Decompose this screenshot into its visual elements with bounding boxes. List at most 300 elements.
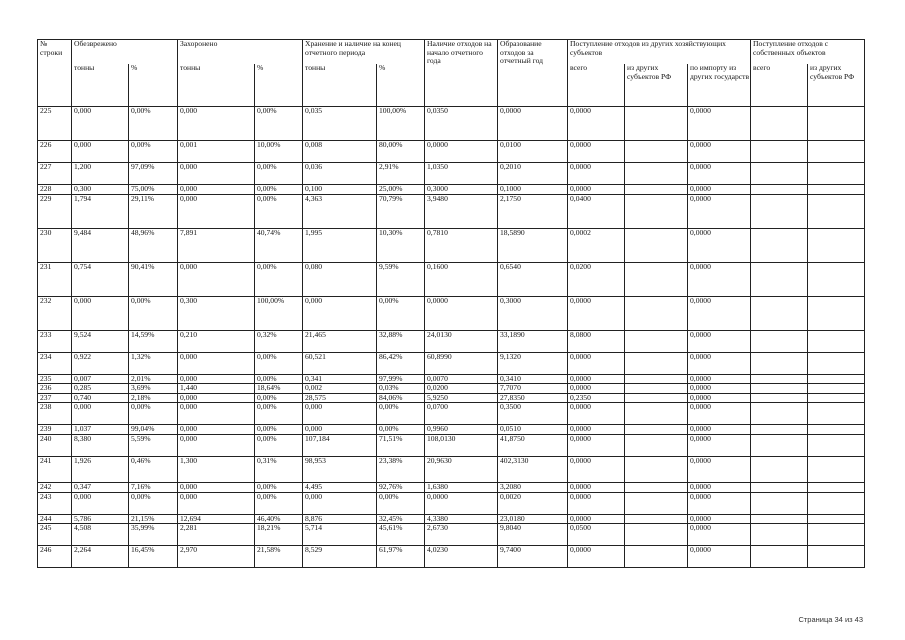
table-row [38,374,865,384]
table-cell [625,296,688,330]
table-cell: 402,3130 [498,456,568,482]
table-cell: 108,0130 [425,434,498,456]
table-row [38,434,865,456]
table-row [38,185,865,195]
table-cell: 0,0100 [498,141,568,163]
table-cell: 0,00% [255,393,303,403]
table-row [38,330,865,352]
table-cell [808,434,865,456]
table-cell [751,374,808,384]
table-cell: 0,210 [178,330,255,352]
table-cell [751,434,808,456]
table-cell: 100,00% [255,296,303,330]
table-cell: 0,000 [178,107,255,141]
row-number-cell: 236 [38,384,72,394]
table-cell: 32,45% [377,514,425,524]
table-cell: 2,281 [178,524,255,546]
table-cell: 0,000 [178,403,255,425]
table-cell: 0,0000 [568,434,625,456]
table-cell: 0,0000 [688,514,751,524]
table-cell: 4,3380 [425,514,498,524]
table-cell: 9,484 [72,228,129,262]
table-cell: 5,786 [72,514,129,524]
table-cell: 0,00% [255,482,303,492]
table-cell: 0,007 [72,374,129,384]
table-cell [751,163,808,185]
table-cell: 20,9630 [425,456,498,482]
table-cell: 0,002 [303,384,377,394]
table-cell: 4,0230 [425,546,498,568]
table-cell: 48,96% [129,228,178,262]
table-row [38,352,865,374]
table-cell [808,524,865,546]
table-cell: 9,524 [72,330,129,352]
table-cell: 0,1000 [498,185,568,195]
table-cell: 2,264 [72,546,129,568]
table-cell: 0,0000 [568,514,625,524]
table-cell [625,456,688,482]
table-cell: 92,76% [377,482,425,492]
table-cell: 0,2010 [498,163,568,185]
table-cell: 2,01% [129,374,178,384]
table-cell: 0,3000 [498,296,568,330]
table-cell: 0,0000 [425,492,498,514]
table-cell: 2,18% [129,393,178,403]
table-cell: 0,0000 [568,185,625,195]
table-cell [625,352,688,374]
table-cell: 0,000 [303,492,377,514]
header-own-total: всего [751,64,808,107]
table-cell: 0,0000 [688,374,751,384]
table-cell [808,393,865,403]
row-number-cell: 241 [38,456,72,482]
table-cell: 0,0200 [425,384,498,394]
table-cell [751,524,808,546]
table-cell [808,425,865,435]
table-cell: 0,0000 [688,524,751,546]
table-cell [751,141,808,163]
table-cell: 4,363 [303,194,377,228]
table-cell: 0,0000 [498,107,568,141]
table-cell [625,107,688,141]
table-cell [625,262,688,296]
table-cell [808,374,865,384]
header-neutralized: Обезврежено [72,40,178,65]
table-cell: 0,347 [72,482,129,492]
table-cell: 5,714 [303,524,377,546]
table-cell: 70,79% [377,194,425,228]
table-cell [751,352,808,374]
table-cell [751,330,808,352]
table-cell: 9,1320 [498,352,568,374]
table-cell [808,546,865,568]
table-cell: 0,100 [303,185,377,195]
table-cell: 0,00% [255,434,303,456]
table-cell: 0,00% [377,403,425,425]
table-cell: 41,8750 [498,434,568,456]
table-cell: 9,8040 [498,524,568,546]
table-cell: 0,300 [72,185,129,195]
table-cell [625,141,688,163]
table-cell: 2,970 [178,546,255,568]
table-cell: 0,00% [129,141,178,163]
table-cell [625,425,688,435]
table-cell: 0,0000 [688,546,751,568]
table-body [38,107,865,568]
table-cell: 1,926 [72,456,129,482]
table-cell: 0,0000 [688,393,751,403]
header-row-number: № строки [38,40,72,107]
table-cell: 0,000 [178,352,255,374]
table-cell: 0,00% [255,262,303,296]
table-cell: 0,0000 [688,492,751,514]
table-cell: 0,0000 [568,482,625,492]
table-cell: 0,2350 [568,393,625,403]
table-cell: 9,59% [377,262,425,296]
table-cell [625,403,688,425]
row-number-cell: 244 [38,514,72,524]
table-row [38,107,865,141]
table-cell: 5,9250 [425,393,498,403]
table-cell: 8,876 [303,514,377,524]
table-cell: 0,00% [255,425,303,435]
table-cell: 0,0000 [568,296,625,330]
table-cell: 0,0000 [688,163,751,185]
table-cell: 0,0000 [688,185,751,195]
table-cell: 1,32% [129,352,178,374]
table-cell: 0,0000 [688,434,751,456]
table-cell [808,456,865,482]
header-start-balance: Наличие отходов на начало отчетного года [425,40,498,107]
table-cell [808,384,865,394]
header-received-other: Поступление отходов из других хозяйствующих субъектов [568,40,751,65]
table-cell: 98,953 [303,456,377,482]
row-number-cell: 237 [38,393,72,403]
table-cell: 0,0000 [688,296,751,330]
table-cell: 2,1750 [498,194,568,228]
table-cell [808,107,865,141]
waste-report-table [37,39,865,568]
table-cell [808,482,865,492]
table-cell: 0,341 [303,374,377,384]
table-cell [808,163,865,185]
table-cell: 0,000 [72,403,129,425]
table-cell: 75,00% [129,185,178,195]
table-cell [808,514,865,524]
table-cell: 7,7070 [498,384,568,394]
table-cell: 23,38% [377,456,425,482]
header-received-total: всего [568,64,625,107]
table-cell: 8,0800 [568,330,625,352]
header-storage-percent: % [377,64,425,107]
table-cell: 0,0000 [688,262,751,296]
row-number-cell: 235 [38,374,72,384]
table-cell: 0,000 [178,262,255,296]
table-cell: 0,000 [178,194,255,228]
table-cell: 46,40% [255,514,303,524]
table-cell: 1,995 [303,228,377,262]
table-cell: 0,0510 [498,425,568,435]
table-cell [751,546,808,568]
table-cell: 0,000 [72,296,129,330]
table-cell: 0,00% [255,185,303,195]
table-cell: 0,0000 [568,546,625,568]
header-neutralized-tonnes: тонны [72,64,129,107]
table-cell: 0,00% [377,425,425,435]
table-cell: 0,0002 [568,228,625,262]
table-cell: 0,1600 [425,262,498,296]
table-row [38,141,865,163]
row-number-cell: 239 [38,425,72,435]
table-cell: 0,00% [255,107,303,141]
row-number-cell: 238 [38,403,72,425]
table-cell: 14,59% [129,330,178,352]
table-cell: 0,00% [255,374,303,384]
header-received-own: Поступление отходов с собственных объектов [751,40,865,65]
table-cell [751,403,808,425]
table-cell: 0,3000 [425,185,498,195]
table-cell: 3,2080 [498,482,568,492]
table-cell: 18,21% [255,524,303,546]
table-cell: 7,891 [178,228,255,262]
table-cell: 0,000 [178,185,255,195]
table-cell [808,330,865,352]
table-row [38,194,865,228]
table-cell: 21,465 [303,330,377,352]
table-cell: 0,00% [255,194,303,228]
table-cell: 0,0000 [688,384,751,394]
table-cell: 18,64% [255,384,303,394]
table-cell: 1,200 [72,163,129,185]
table-cell [751,482,808,492]
table-cell: 0,0070 [425,374,498,384]
header-own-from-subjects: из других субъектов РФ [808,64,865,107]
table-cell [751,514,808,524]
table-cell: 0,00% [377,492,425,514]
table-cell: 0,0200 [568,262,625,296]
table-cell: 21,58% [255,546,303,568]
row-number-cell: 232 [38,296,72,330]
table-cell: 1,440 [178,384,255,394]
table-cell: 0,9960 [425,425,498,435]
table-cell [808,194,865,228]
table-cell [808,185,865,195]
table-row [38,546,865,568]
table-cell: 0,0000 [688,425,751,435]
row-number-cell: 231 [38,262,72,296]
table-cell: 0,00% [255,352,303,374]
table-cell: 0,00% [377,296,425,330]
row-number-cell: 243 [38,492,72,514]
table-row [38,296,865,330]
table-cell: 18,5890 [498,228,568,262]
table-cell [751,107,808,141]
header-storage: Хранение и наличие на конец отчетного периода [303,40,425,65]
row-number-cell: 229 [38,194,72,228]
table-cell: 0,0020 [498,492,568,514]
table-cell: 0,3410 [498,374,568,384]
table-cell: 0,0000 [568,141,625,163]
table-cell: 0,0000 [568,384,625,394]
table-cell: 1,300 [178,456,255,482]
table-cell: 0,0700 [425,403,498,425]
table-cell: 0,00% [129,403,178,425]
table-cell: 24,0130 [425,330,498,352]
table-cell: 1,6380 [425,482,498,492]
table-cell: 9,7400 [498,546,568,568]
table-cell: 25,00% [377,185,425,195]
table-cell [625,374,688,384]
table-cell: 28,575 [303,393,377,403]
table-cell: 23,0180 [498,514,568,524]
table-cell: 0,000 [178,492,255,514]
table-cell: 97,99% [377,374,425,384]
table-cell: 4,508 [72,524,129,546]
table-cell: 35,99% [129,524,178,546]
table-cell: 0,0000 [688,141,751,163]
table-cell: 0,00% [129,492,178,514]
table-cell: 3,9480 [425,194,498,228]
table-cell: 100,00% [377,107,425,141]
table-cell [625,514,688,524]
table-cell: 0,000 [178,393,255,403]
table-cell: 0,0000 [688,330,751,352]
table-cell: 0,6540 [498,262,568,296]
table-cell: 0,000 [178,163,255,185]
table-cell: 29,11% [129,194,178,228]
table-cell: 2,91% [377,163,425,185]
table-cell: 5,59% [129,434,178,456]
header-buried-percent: % [255,64,303,107]
table-cell [625,482,688,492]
table-cell: 90,41% [129,262,178,296]
table-cell: 0,0000 [688,107,751,141]
table-cell: 0,0000 [425,141,498,163]
table-cell: 0,000 [178,425,255,435]
table-cell: 60,8990 [425,352,498,374]
table-cell: 0,754 [72,262,129,296]
header-neutralized-percent: % [129,64,178,107]
table-cell: 0,0000 [568,107,625,141]
table-cell: 0,000 [72,492,129,514]
table-cell: 0,0400 [568,194,625,228]
table-cell: 0,7810 [425,228,498,262]
table-cell [751,262,808,296]
table-cell: 61,97% [377,546,425,568]
table-cell: 0,00% [129,107,178,141]
table-cell [625,194,688,228]
table-row [38,393,865,403]
table-cell [625,492,688,514]
table-cell [808,352,865,374]
table-row [38,228,865,262]
row-number-cell: 230 [38,228,72,262]
table-cell: 0,000 [303,403,377,425]
table-cell: 0,001 [178,141,255,163]
table-cell: 0,000 [303,296,377,330]
table-cell [751,296,808,330]
table-cell: 1,0350 [425,163,498,185]
table-cell: 0,000 [178,434,255,456]
table-cell: 0,080 [303,262,377,296]
table-cell: 0,0000 [568,374,625,384]
table-cell [751,492,808,514]
table-cell: 0,000 [72,141,129,163]
table-cell: 1,794 [72,194,129,228]
table-cell: 0,0000 [688,228,751,262]
table-cell [751,393,808,403]
page-number: Страница 34 из 43 [798,615,863,624]
table-cell: 0,0000 [688,482,751,492]
table-cell: 32,88% [377,330,425,352]
table-cell: 40,74% [255,228,303,262]
table-cell: 0,0000 [688,352,751,374]
table-cell [751,384,808,394]
table-row [38,456,865,482]
table-cell: 12,694 [178,514,255,524]
table-row [38,524,865,546]
table-cell: 107,184 [303,434,377,456]
table-cell: 0,008 [303,141,377,163]
table-cell: 0,0000 [568,163,625,185]
table-cell: 0,0000 [568,352,625,374]
table-cell: 0,31% [255,456,303,482]
table-cell: 0,036 [303,163,377,185]
table-cell: 0,0000 [568,492,625,514]
table-cell: 0,00% [255,163,303,185]
row-number-cell: 245 [38,524,72,546]
table-cell: 8,529 [303,546,377,568]
table-cell: 0,3500 [498,403,568,425]
table-cell [625,546,688,568]
table-cell: 0,00% [129,296,178,330]
table-cell [808,296,865,330]
table-cell [751,456,808,482]
table-cell: 86,42% [377,352,425,374]
table-cell: 3,69% [129,384,178,394]
table-cell: 0,0000 [568,425,625,435]
table-row [38,425,865,435]
table-cell: 0,32% [255,330,303,352]
table-cell [808,228,865,262]
header-received-import: по импорту из других государств [688,64,751,107]
table-cell [751,194,808,228]
table-cell: 60,521 [303,352,377,374]
table-cell: 0,000 [178,374,255,384]
table-cell: 8,380 [72,434,129,456]
table-cell: 0,300 [178,296,255,330]
table-cell: 0,0500 [568,524,625,546]
header-formation: Образование отходов за отчетный год [498,40,568,107]
table-cell: 97,09% [129,163,178,185]
table-cell: 7,16% [129,482,178,492]
table-cell [625,330,688,352]
table-cell: 0,740 [72,393,129,403]
row-number-cell: 225 [38,107,72,141]
table-row [38,403,865,425]
header-storage-tonnes: тонны [303,64,377,107]
table-cell: 0,922 [72,352,129,374]
table-cell: 0,285 [72,384,129,394]
table-cell: 0,0000 [568,403,625,425]
table-cell [625,185,688,195]
table-cell: 80,00% [377,141,425,163]
table-cell: 71,51% [377,434,425,456]
table-cell: 0,0000 [688,456,751,482]
table-cell [808,262,865,296]
table-row [38,384,865,394]
table-cell: 0,00% [255,403,303,425]
